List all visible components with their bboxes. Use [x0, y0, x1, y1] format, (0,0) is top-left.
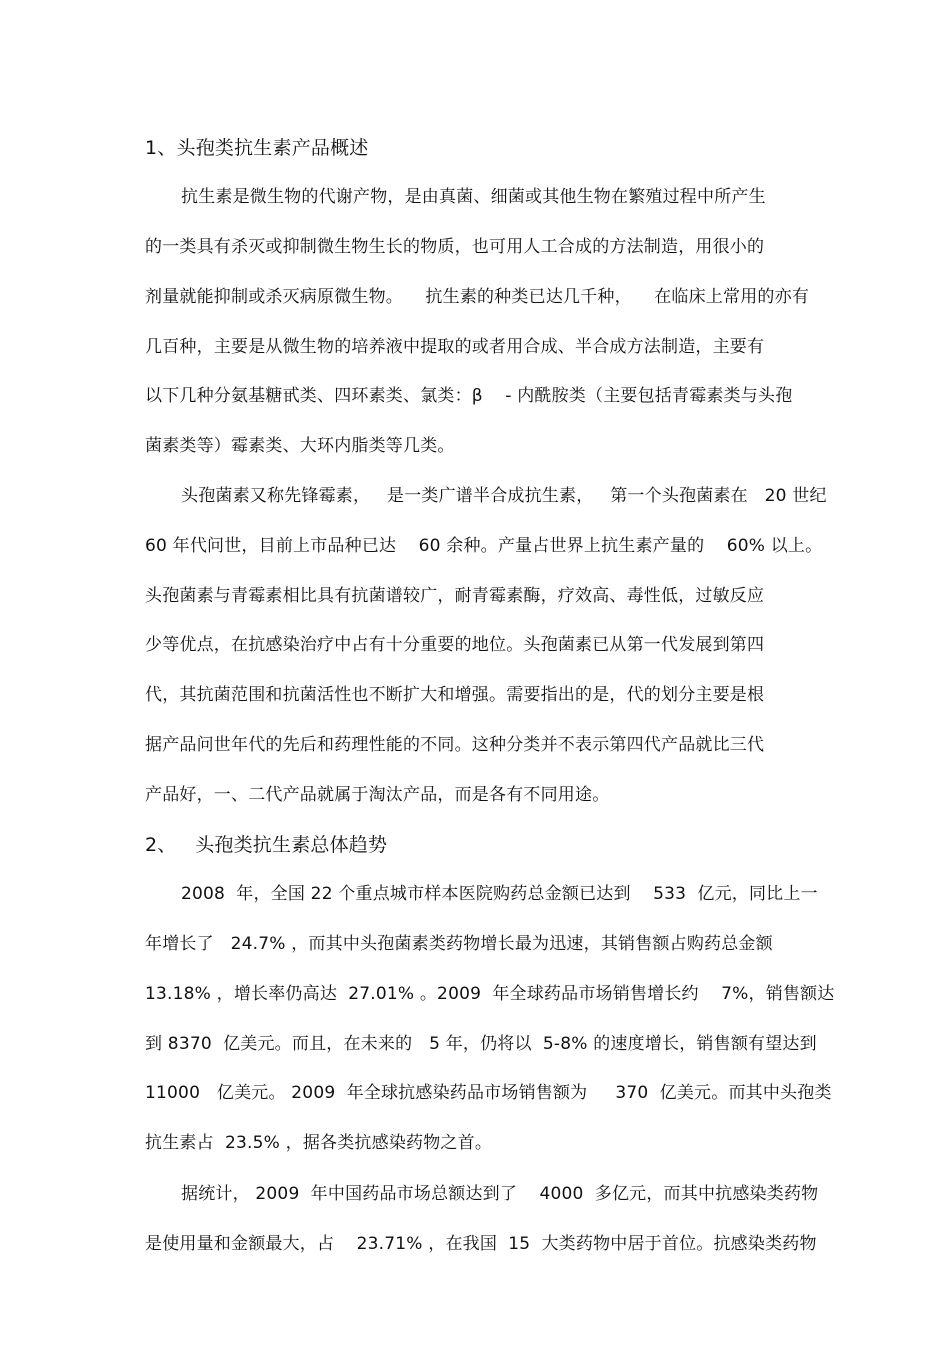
- paragraph-line: 产品好，一、二代产品就属于淘汰产品，而是各有不同用途。: [145, 785, 610, 805]
- paragraph-line: 2008 年，全国 22 个重点城市样本医院购药总金额已达到 533 亿元，同比上一: [181, 884, 818, 904]
- paragraph-line: 代，其抗菌范围和抗菌活性也不断扩大和增强。需要指出的是，代的划分主要是根: [145, 685, 765, 705]
- paragraph-line: 剂量就能抑制或杀灭病原微生物。 抗生素的种类已达几千种， 在临床上常用的亦有: [145, 287, 810, 307]
- paragraph-line: 11000 亿美元。 2009 年全球抗感染药品市场销售额为 370 亿美元。而其中头孢类: [145, 1083, 832, 1103]
- section-heading-1: 1、头孢类抗生素产品概述: [145, 137, 369, 159]
- paragraph-line: 年增长了 24.7% ，而其中头孢菌素类药物增长最为迅速，其销售额占购药总金额: [145, 934, 773, 954]
- paragraph-line: 的一类具有杀灭或抑制微生物生长的物质，也可用人工合成的方法制造，用很小的: [145, 237, 765, 257]
- paragraph-line: 菌素类等）霉素类、大环内脂类等几类。: [145, 436, 455, 456]
- paragraph-line: 几百种，主要是从微生物的培养液中提取的或者用合成、半合成方法制造，主要有: [145, 337, 765, 357]
- paragraph-line: 头孢菌素与青霉素相比具有抗菌谱较广，耐青霉素酶，疗效高、毒性低，过敏反应: [145, 586, 765, 606]
- paragraph-line: 少等优点，在抗感染治疗中占有十分重要的地位。头孢菌素已从第一代发展到第四: [145, 635, 765, 655]
- paragraph-line: 抗生素占 23.5% ，据各类抗感染药物之首。: [145, 1133, 493, 1153]
- paragraph-line: 头孢菌素又称先锋霉素， 是一类广谱半合成抗生素， 第一个头孢菌素在 20 世纪: [181, 486, 827, 506]
- paragraph-line: 是使用量和金额最大，占 23.71% ，在我国 15 大类药物中居于首位。抗感染类药物: [145, 1234, 817, 1254]
- paragraph-line: 60 年代问世，目前上市品种已达 60 余种。产量占世界上抗生素产量的 60% 以上。: [145, 536, 823, 556]
- paragraph-line: 据产品问世年代的先后和药理性能的不同。这种分类并不表示第四代产品就比三代: [145, 735, 765, 755]
- paragraph-line: 到 8370 亿美元。而且，在未来的 5 年，仍将以 5-8% 的速度增长，销售额有望达到: [145, 1034, 817, 1054]
- section-heading-2: 2、 头孢类抗生素总体趋势: [145, 834, 388, 856]
- paragraph-line: 13.18% ，增长率仍高达 27.01% 。2009 年全球药品市场销售增长约 7%，销售额达: [145, 984, 835, 1004]
- paragraph-line: 以下几种分氨基糖甙类、四环素类、氯类：β - 内酰胺类（主要包括青霉素类与头孢: [145, 386, 793, 406]
- paragraph-line: 抗生素是微生物的代谢产物，是由真菌、细菌或其他生物在繁殖过程中所产生: [181, 187, 766, 207]
- paragraph-line: 据统计， 2009 年中国药品市场总额达到了 4000 多亿元，而其中抗感染类药物: [181, 1184, 819, 1204]
